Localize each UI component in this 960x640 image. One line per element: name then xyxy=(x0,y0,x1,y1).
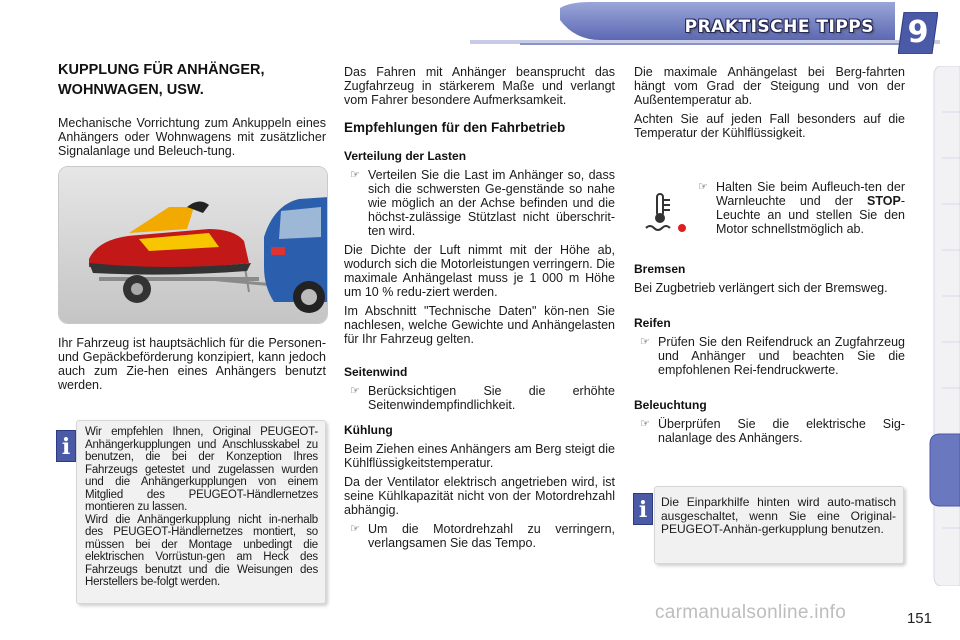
pointing-hand-icon: ☞ xyxy=(350,523,360,535)
watermark: carmanualsonline.info xyxy=(655,602,847,623)
paragraph-temperatur: Achten Sie auf jeden Fall besonders auf die Temperatur der Kühlflüssigkeit. xyxy=(634,112,905,140)
info-box-peugeot-recommendation xyxy=(76,420,326,604)
bullet-beleuchtung: ☞ Überprüfen Sie die elektrische Sig-nalanlage des Anhängers. xyxy=(640,417,905,445)
subheading-reifen: Reifen xyxy=(634,316,671,330)
subheading-seitenwind: Seitenwind xyxy=(344,365,408,379)
paragraph-kuehlung-1: Beim Ziehen eines Anhängers am Berg steigt die Kühlflüssigkeitstemperatur. xyxy=(344,442,615,470)
info-text-einparkhilfe: Die Einparkhilfe hinten wird auto-matisch ausgeschaltet, wenn Sie eine Original-PEUGEOT-Anhän-gerkupplung benutzen. xyxy=(661,495,896,536)
column-1 xyxy=(58,60,326,397)
section-heading-kupplung: KUPPLUNG FÜR ANHÄNGER, WOHNWAGEN, USW. xyxy=(58,62,265,98)
info-text-2: Wird die Anhängerkupplung nicht in-nerhalb des PEUGEOT-Händlernetzes montiert, so müssen bei der Montage unbedingt die elektrischen Vorrüstun-gen am Heck des Fahrzeugs benutzt und die Weisungen des Herstellers be-folgt werden. xyxy=(85,513,318,588)
pointing-hand-icon: ☞ xyxy=(640,336,650,348)
subheading-kuehlung: Kühlung xyxy=(344,423,393,437)
intro-paragraph: Mechanische Vorrichtung zum Ankuppeln eines Anhängers oder Wohnwagens mit zusätzlicher Signalanlage und Beleuch-tung. xyxy=(58,116,326,158)
intro-paragraph-2: Das Fahren mit Anhänger beansprucht das Zugfahrzeug in stärkerem Maße und verlangt vom Fahrer besondere Aufmerksamkeit. xyxy=(344,65,615,107)
subheading-bremsen: Bremsen xyxy=(634,262,686,276)
body-paragraph: Ihr Fahrzeug ist hauptsächlich für die Personen- und Gepäckbeförderung konzipiert, kann jedoch auch zum Zie-hen eines Anhängers benutzt werden. xyxy=(58,336,326,392)
chapter-tabs[interactable] xyxy=(928,66,960,586)
jetski-trailer-image xyxy=(59,167,328,324)
paragraph-kuehlung-2: Da der Ventilator elektrisch angetrieben wird, ist seine Kühlkapazität nicht von der Motordrehzahl abhängig. xyxy=(344,475,615,517)
bullet-kuehlung: ☞ Um die Motordrehzahl zu verringern, verlangsamen Sie das Tempo. xyxy=(350,522,615,550)
page-header xyxy=(0,0,960,58)
pointing-hand-icon: ☞ xyxy=(350,385,360,397)
column-3 xyxy=(634,65,905,450)
bullet-lasten: ☞ Verteilen Sie die Last im Anhänger so, dass sich die schwersten Ge-genstände so nahe wie möglich an der Achse befinden und die höchst-zulässige Stützlast nicht überschrit-ten wird. xyxy=(350,168,615,238)
subheading-beleuchtung: Beleuchtung xyxy=(634,398,707,412)
info-box-einparkhilfe xyxy=(654,486,904,564)
trailer-illustration xyxy=(58,166,328,324)
paragraph-bremsen: Bei Zugbetrieb verlängert sich der Bremsweg. xyxy=(634,281,888,295)
warning-row xyxy=(634,180,905,256)
stop-label: STOP xyxy=(867,194,901,208)
pointing-hand-icon: ☞ xyxy=(350,169,360,181)
bullet-reifen: ☞ Prüfen Sie den Reifendruck an Zugfahrzeug und Anhänger und beachten Sie die empfohlenen Rei-fendruckwerte. xyxy=(640,335,905,377)
page-number: 151 xyxy=(906,610,932,627)
warning-instruction: ☞ Halten Sie beim Aufleuch-ten der Warnleuchte und der STOP-Leuchte an und stellen Sie den Motor schnellstmöglich ab. xyxy=(698,180,905,236)
info-text-1: Wir empfehlen Ihnen, Original PEUGEOT-Anhängerkupplungen und Anschlusskabel zu benutzen, die bei der Konzeption Ihres Fahrzeugs getestet und zugelassen wurden und die Anhängerkupplungen von einem Mitglied des PEUGEOT-Händlernetzes montieren zu lassen. xyxy=(85,426,318,513)
pointing-hand-icon: ☞ xyxy=(698,181,708,193)
paragraph-technische-daten: Im Abschnitt "Technische Daten" kön-nen Sie nachlesen, welche Gewichte und Anhängelasten für Ihr Fahrzeug gelten. xyxy=(344,304,615,346)
column-2 xyxy=(344,65,615,555)
pointing-hand-icon: ☞ xyxy=(640,418,650,430)
paragraph-luftdichte: Die Dichte der Luft nimmt mit der Höhe ab, wodurch sich die Motorleistungen verringern. Die maximale Anhängelast muss je 1 000 m Höhe um 10 % redu-ziert werden. xyxy=(344,243,615,299)
page-title: PRAKTISCHE TIPPS xyxy=(684,17,874,37)
info-icon: i xyxy=(633,493,653,525)
info-icon: i xyxy=(56,430,76,462)
coolant-temperature-warning-icon xyxy=(644,190,688,234)
section-heading-fahrbetrieb: Empfehlungen für den Fahrbetrieb xyxy=(344,120,566,135)
subheading-lasten: Verteilung der Lasten xyxy=(344,149,467,163)
chapter-number: 9 xyxy=(907,15,929,50)
paragraph-bergfahrten: Die maximale Anhängelast bei Berg-fahrten hängt vom Grad der Steigung und von der Außentemperatur ab. xyxy=(634,65,905,107)
bullet-seitenwind: ☞ Berücksichtigen Sie die erhöhte Seitenwindempfindlichkeit. xyxy=(350,384,615,412)
